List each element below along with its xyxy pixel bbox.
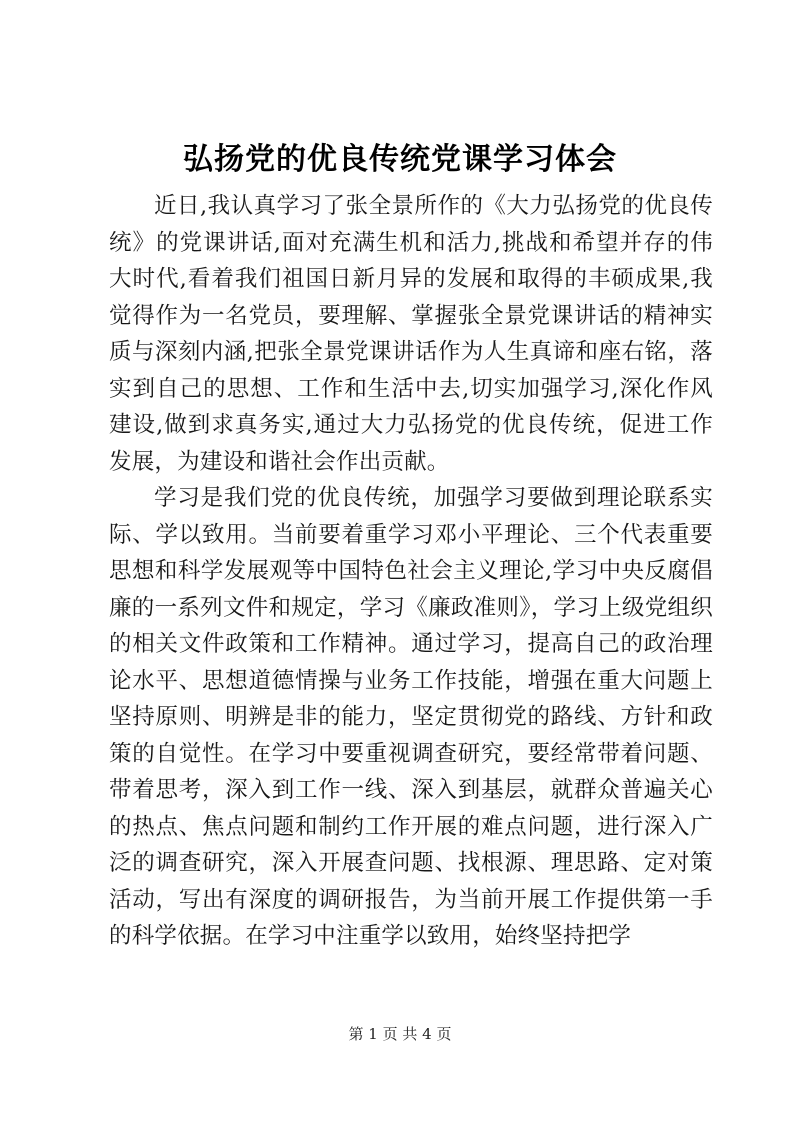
document-body — [109, 188, 713, 955]
paragraph-2: 学习是我们党的优良传统，加强学习要做到理论联系实际、学以致用。当前要着重学习邓小平理论、三个代表重要思想和科学发展观等中国特色社会主义理论,学习中央反腐倡廉的一系列文件和规定，学习《廉政准则》，学习上级党组织的相关文件政策和工作精神。通过学习，提高自己的政治理论水平、思想道德情操与业务工作技能，增强在重大问题上坚持原则、明辨是非的能力，坚定贯彻党的路线、方针和政策的自觉性。在学习中要重视调查研究，要经常带着问题、带着思考，深入到工作一线、深入到基层，就群众普遍关心的热点、焦点问题和制约工作开展的难点问题，进行深入广泛的调查研究，深入开展查问题、找根源、理思路、定对策活动，写出有深度的调研报告，为当前开展工作提供第一手的科学依据。在学习中注重学以致用，始终坚持把学 — [109, 485, 713, 949]
page-footer: 第 1 页 共 4 页 — [348, 1025, 452, 1043]
document-title: 弘扬党的优良传统党课学习体会 — [183, 142, 617, 177]
paragraph-1: 近日,我认真学习了张全景所作的《大力弘扬党的优良传统》的党课讲话,面对充满生机和活力,挑战和希望并存的伟大时代,看着我们祖国日新月异的发展和取得的丰硕成果,我觉得作为一名党员，要理解、掌握张全景党课讲话的精神实质与深刻内涵,把张全景党课讲话作为人生真谛和座右铭，落实到自己的思想、工作和生活中去,切实加强学习,深化作风建设,做到求真务实,通过大力弘扬党的优良传统，促进工作发展，为建设和谐社会作出贡献。 — [109, 193, 713, 475]
